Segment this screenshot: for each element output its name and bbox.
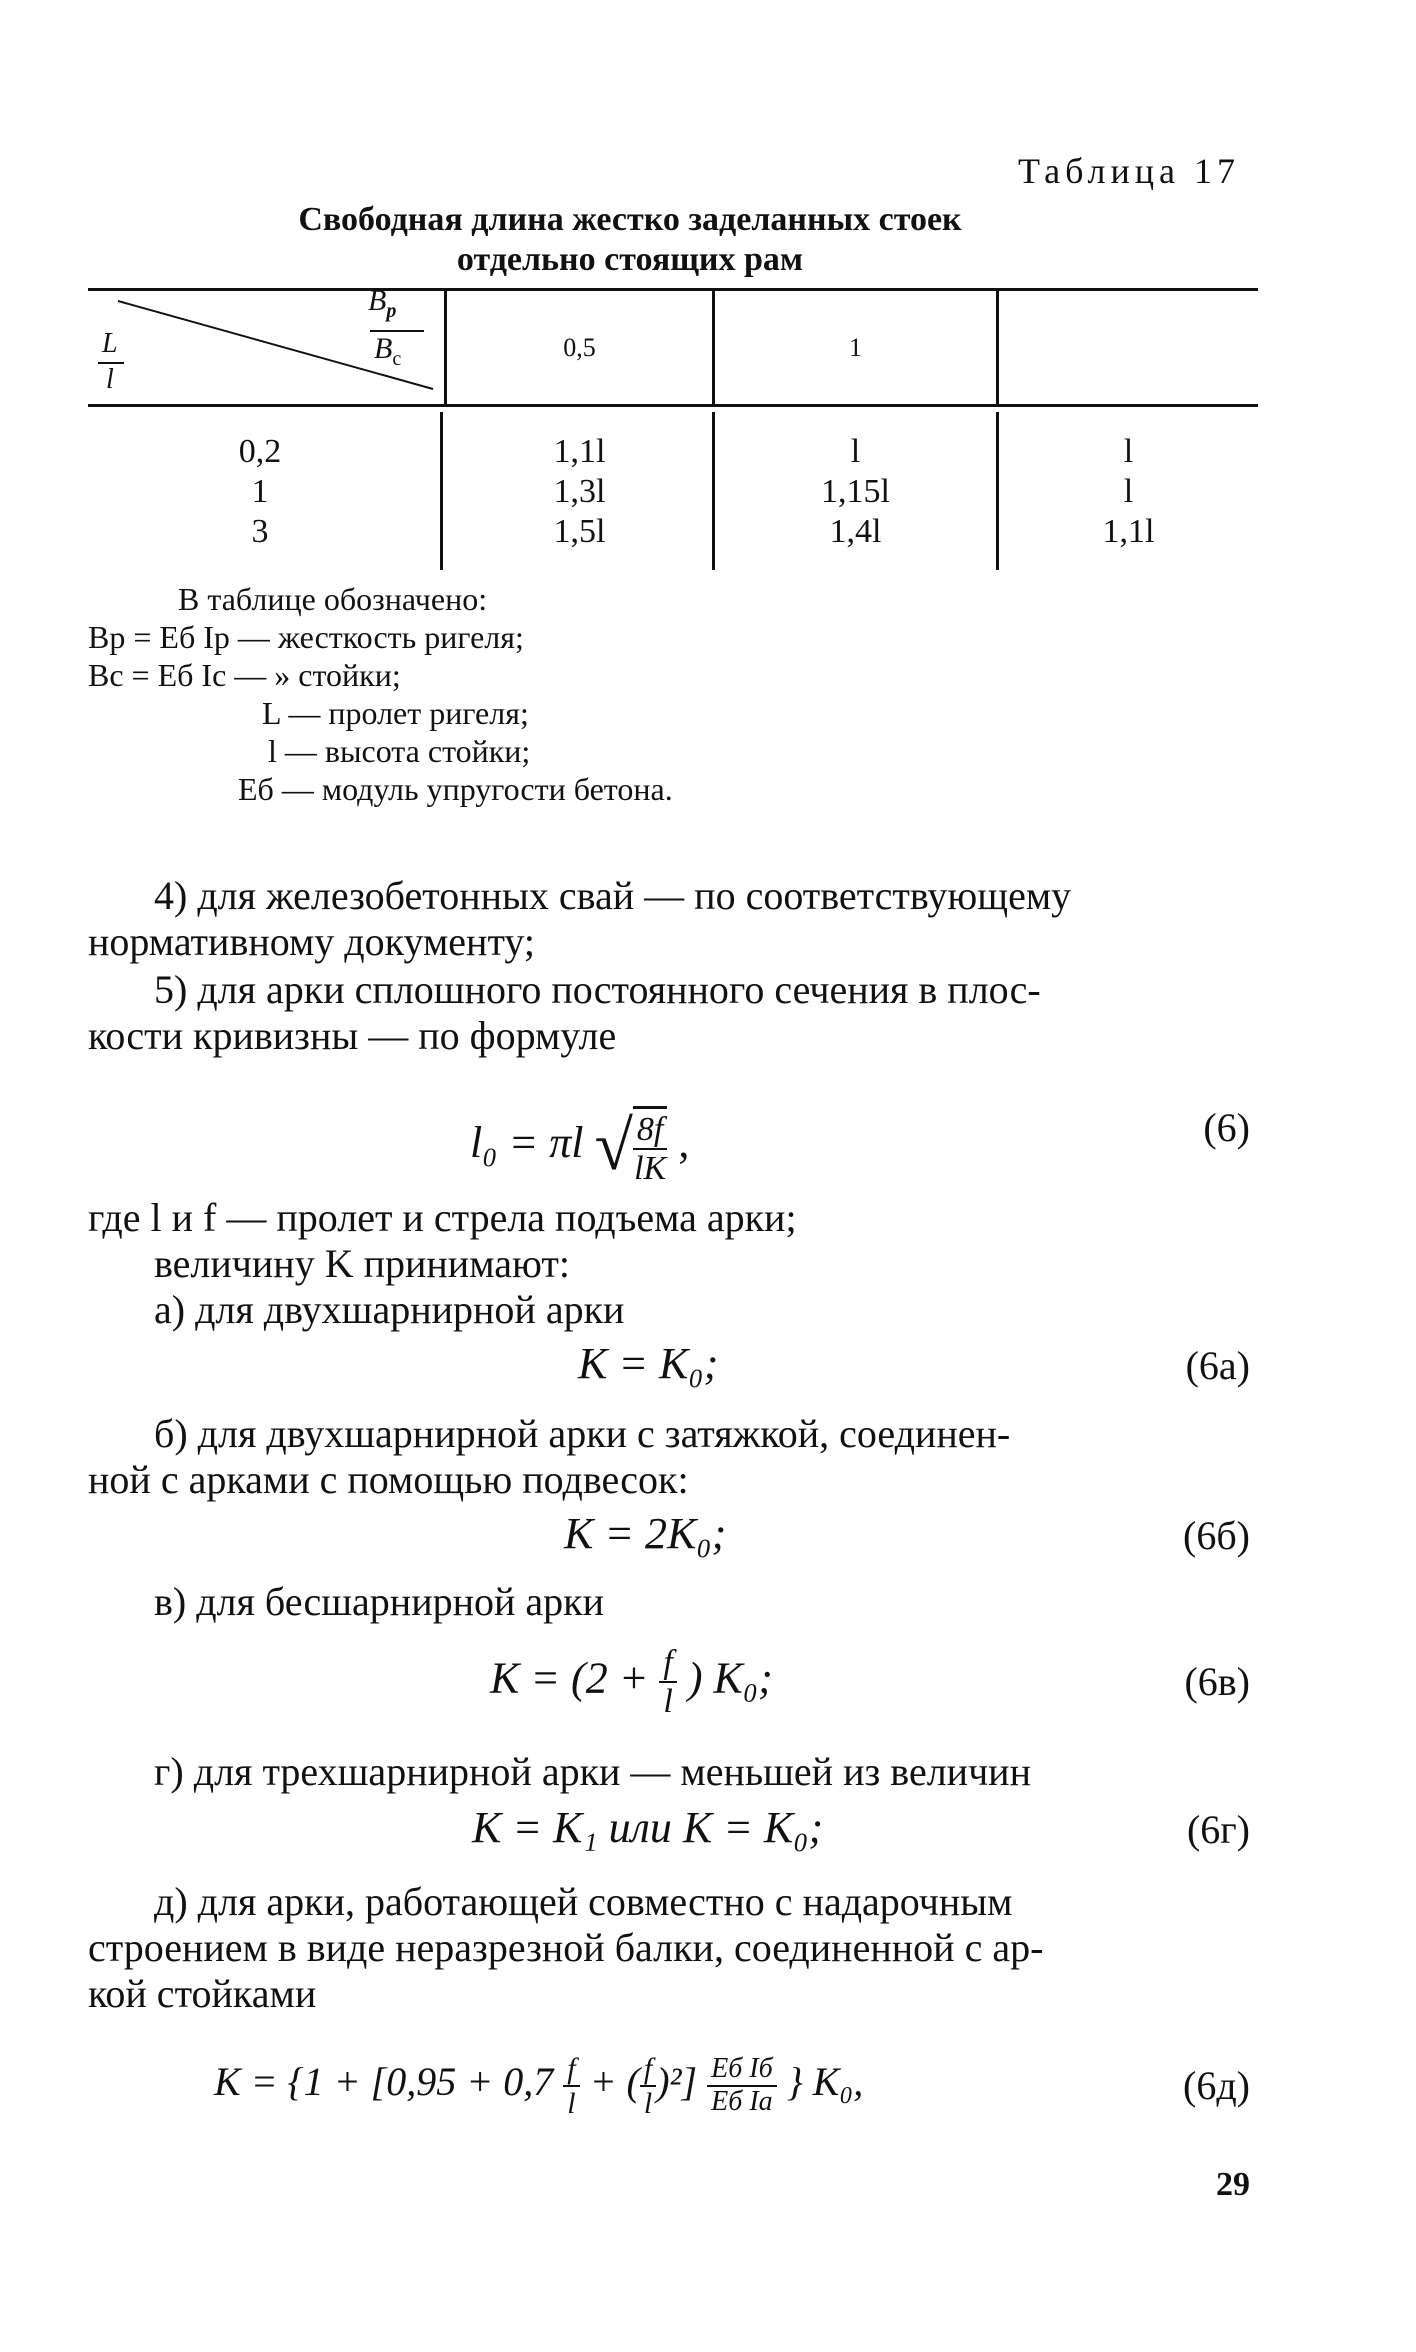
equation-number: (6а): [1185, 1343, 1250, 1388]
legend-item: Bс = Eб Iс — » стойки;: [88, 657, 401, 693]
formula-6g: K = K₁ или K = K₀;: [472, 1803, 824, 1852]
formula-6v: K = (2 + $\frac{f}{l}$ ) K₀;: [490, 1644, 773, 1721]
row-label-top: L: [102, 328, 118, 359]
paragraph-line: строением в виде неразрезной балки, соединенной с ар-: [88, 1925, 1044, 1970]
paragraph-line: кости кривизны — по формуле: [88, 1013, 617, 1058]
corner-label-top: $B_р$: [368, 284, 397, 322]
table-cell: 1,15l: [821, 473, 890, 510]
paragraph-line: ной с арками с помощью подвесок:: [88, 1457, 689, 1502]
table-cell: l: [1123, 433, 1134, 470]
formula-6d: K = {1 + [0,95 + 0,7 $\frac{f}{l}$ + ( $\frac{f}{l}$ )²] $\frac{\text{Eб Iб}}{\text{Eб Iа}}$ } K₀,: [214, 2052, 864, 2120]
column-header: 1: [849, 333, 862, 362]
formula-6: l₀ = πl √ $\frac{8f}{lK}$ ,: [470, 1108, 690, 1188]
page-number: 29: [1216, 2166, 1250, 2203]
table-cell: 1,3l: [553, 473, 606, 510]
table-header-rule: [88, 404, 1258, 407]
table-number: Таблица 17: [1018, 151, 1240, 191]
paragraph-line: б) для двухшарнирной арки с затяжкой, соединен-: [154, 1411, 1011, 1456]
paragraph-line: в) для бесшарнирной арки: [154, 1579, 605, 1624]
table-caption-line1: Свободная длина жестко заделанных стоек: [298, 201, 962, 238]
table-cell: l: [1123, 473, 1134, 510]
paragraph-line: величину K принимают:: [154, 1241, 570, 1286]
table-cell: 1,1l: [553, 433, 606, 470]
legend-item: l — высота стойки;: [268, 733, 531, 769]
equation-number: (6б): [1183, 1513, 1250, 1558]
legend-item: L — пролет ригеля;: [262, 695, 529, 731]
paragraph-line: нормативному документу;: [88, 919, 535, 964]
row-label: 1: [251, 473, 269, 510]
paragraph-line: кой стойками: [88, 1971, 317, 2016]
table-header-divider: [996, 291, 999, 404]
equation-number: (6д): [1183, 2063, 1250, 2108]
paragraph-line: где l и f — пролет и стрела подъема арки;: [88, 1195, 797, 1240]
equation-number: (6г): [1186, 1807, 1250, 1852]
formula-6a: K = K₀;: [578, 1339, 719, 1388]
legend-item: Eб — модуль упругости бетона.: [238, 771, 673, 807]
table-cell: 1,1l: [1102, 513, 1155, 550]
paragraph-line: а) для двухшарнирной арки: [154, 1287, 625, 1332]
table-cell: l: [850, 433, 861, 470]
row-label: 3: [251, 513, 269, 550]
column-header: 0,5: [563, 333, 596, 362]
table-caption-line2: отдельно стоящих рам: [456, 241, 804, 278]
equation-number: (6): [1203, 1105, 1250, 1150]
table-cell: 1,5l: [553, 513, 606, 550]
row-label: 0,2: [238, 433, 282, 470]
paragraph-line: 4) для железобетонных свай — по соответствующему: [154, 873, 1072, 918]
paragraph-line: г) для трехшарнирной арки — меньшей из величин: [154, 1749, 1031, 1794]
table-cell: 1,4l: [829, 513, 882, 550]
paragraph-line: д) для арки, работающей совместно с надарочным: [154, 1879, 1013, 1924]
table-body-divider: [440, 412, 443, 570]
row-label-bottom: l: [106, 364, 114, 395]
formula-6b: K = 2K₀;: [564, 1509, 727, 1558]
equation-number: (6в): [1184, 1659, 1250, 1704]
legend-item: Bр = Eб Iр — жесткость ригеля;: [88, 619, 524, 655]
corner-label-bottom: $B_с$: [374, 332, 402, 370]
legend-title: В таблице обозначено:: [178, 581, 488, 617]
paragraph-line: 5) для арки сплошного постоянного сечения в плос-: [154, 967, 1041, 1012]
